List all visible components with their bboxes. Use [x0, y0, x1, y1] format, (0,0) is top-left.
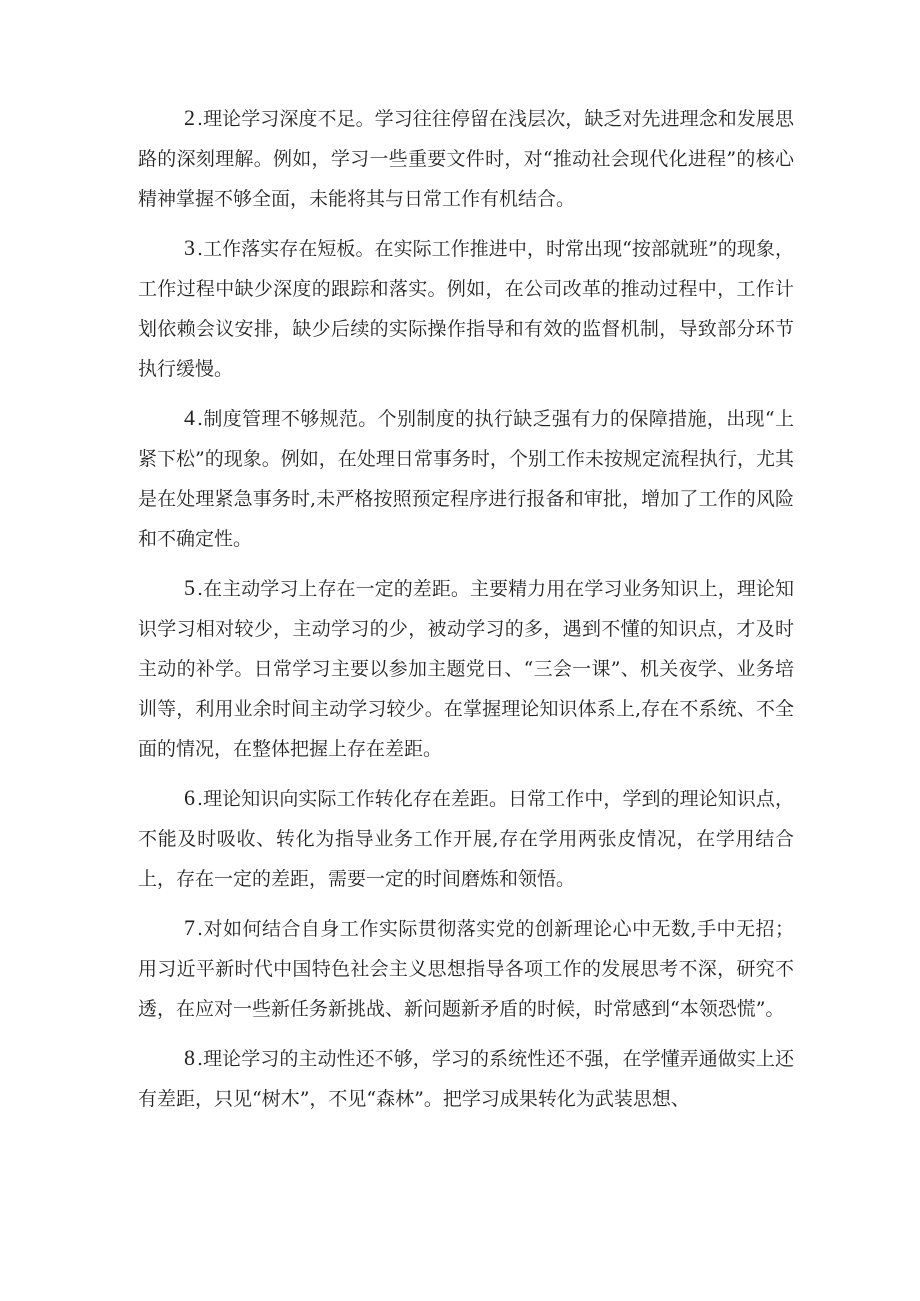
- item-text: .在主动学习上存在一定的差距。主要精力用在学习业务知识上，理论知识学习相对较少，主动学习的少，被动学习的多，遇到不懂的知识点，才及时主动的补学。日常学习主要以参加主题党日、“三会一课”、机关夜学、业务培训等，利用业余时间主动学习较少。在掌握理论知识体系上,存在不系统、不全面的情况，在整体把握上存在差距。: [138, 578, 794, 760]
- item-number: 4: [184, 405, 195, 430]
- item-text: .理论知识向实际工作转化存在差距。日常工作中，学到的理论知识点，不能及时吸收、转化为指导业务工作开展,存在学用两张皮情况，在学用结合上，存在一定的差距，需要一定的时间磨炼和领悟。: [138, 788, 794, 890]
- list-item: [138, 98, 794, 219]
- item-text: .制度管理不够规范。个别制度的执行缺乏强有力的保障措施，出现“上紧下松”的现象。例如，在处理日常事务时，个别工作未按规定流程执行，尤其是在处理紧急事务时,未严格按照预定程序进行报备和审批，增加了工作的风险和不确定性。: [138, 408, 794, 550]
- item-number: 5: [184, 575, 195, 600]
- item-text: .工作落实存在短板。在实际工作推进中，时常出现“按部就班”的现象，工作过程中缺少深度的跟踪和落实。例如，在公司改革的推动过程中，工作计划依赖会议安排，缺少后续的实际操作指导和有效的监督机制，导致部分环节执行缓慢。: [138, 238, 794, 380]
- document-body: [138, 98, 794, 1128]
- list-item: [138, 1038, 794, 1119]
- item-number: 8: [184, 1045, 195, 1070]
- list-item: [138, 908, 794, 1029]
- item-number: 2: [184, 105, 195, 130]
- item-text: .理论学习深度不足。学习往往停留在浅层次，缺乏对先进理念和发展思路的深刻理解。例如，学习一些重要文件时，对“推动社会现代化进程”的核心精神掌握不够全面，未能将其与日常工作有机结合。: [138, 108, 794, 210]
- item-text: .对如何结合自身工作实际贯彻落实党的创新理论心中无数,手中无招；用习近平新时代中国特色社会主义思想指导各项工作的发展思考不深，研究不透，在应对一些新任务新挑战、新问题新矛盾的时候，时常感到“本领恐慌”。: [138, 918, 794, 1020]
- item-number: 7: [184, 915, 195, 940]
- list-item: [138, 568, 794, 769]
- list-item: [138, 228, 794, 389]
- item-number: 6: [184, 785, 195, 810]
- item-text: .理论学习的主动性还不够，学习的系统性还不强，在学懂弄通做实上还有差距，只见“树木”，不见“森林”。把学习成果转化为武装思想、: [138, 1048, 794, 1110]
- item-number: 3: [184, 235, 195, 260]
- list-item: [138, 398, 794, 559]
- list-item: [138, 778, 794, 899]
